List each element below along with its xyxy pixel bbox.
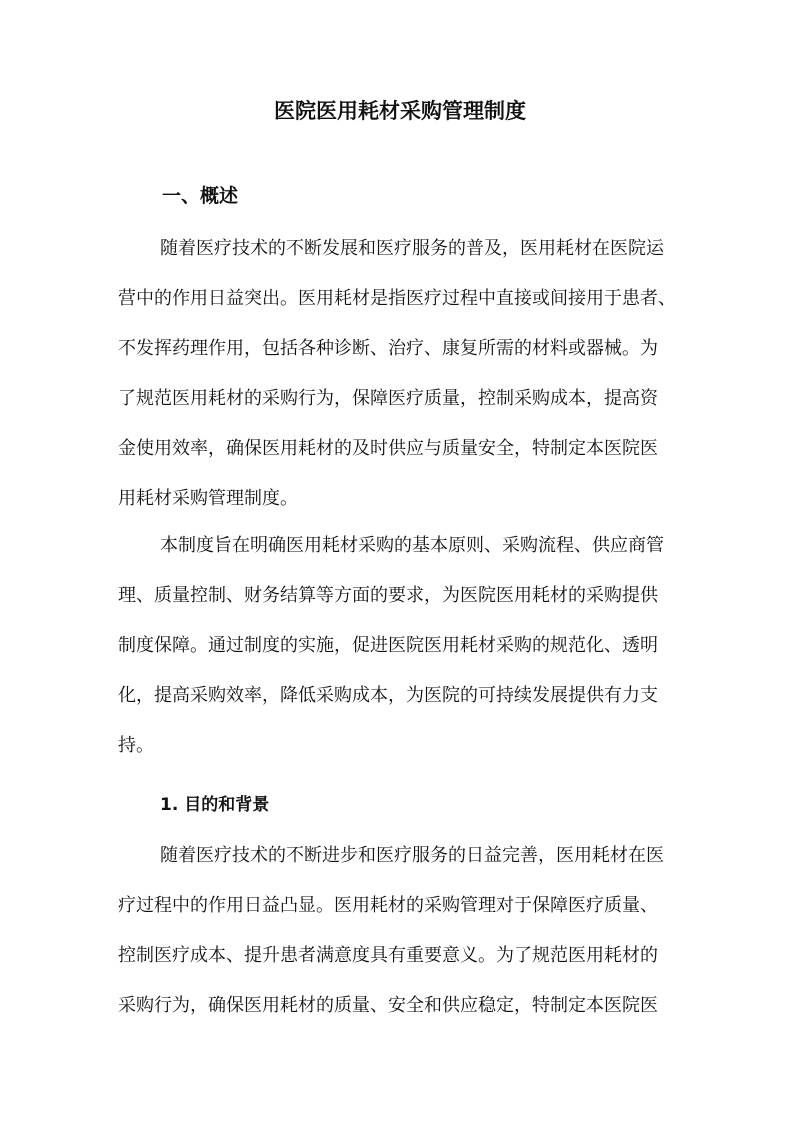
section-heading-purpose: 1. 目的和背景 — [160, 795, 270, 815]
paragraph-line: 采购行为，确保医用耗材的质量、安全和供应稳定，特制定本医院医 — [118, 995, 658, 1016]
paragraph-line: 了规范医用耗材的采购行为，保障医疗质量，控制采购成本，提高资 — [118, 388, 658, 409]
document-title: 医院医用耗材采购管理制度 — [274, 99, 526, 123]
section-heading-overview: 一、概述 — [162, 185, 239, 207]
paragraph-line: 随着医疗技术的不断发展和医疗服务的普及，医用耗材在医院运 — [160, 238, 664, 259]
paragraph-line: 理、质量控制、财务结算等方面的要求，为医院医用耗材的采购提供 — [118, 585, 658, 606]
paragraph-line: 随着医疗技术的不断进步和医疗服务的日益完善，医用耗材在医 — [160, 845, 664, 866]
paragraph-line: 疗过程中的作用日益凸显。医用耗材的采购管理对于保障医疗质量、 — [118, 895, 658, 916]
paragraph-line: 控制医疗成本、提升患者满意度具有重要意义。为了规范医用耗材的 — [118, 945, 658, 966]
paragraph-line: 制度保障。通过制度的实施，促进医院医用耗材采购的规范化、透明 — [118, 635, 658, 656]
paragraph-line: 不发挥药理作用，包括各种诊断、治疗、康复所需的材料或器械。为 — [118, 338, 658, 359]
paragraph-line: 营中的作用日益突出。医用耗材是指医疗过程中直接或间接用于患者、 — [118, 288, 676, 309]
paragraph-line: 化，提高采购效率，降低采购成本，为医院的可持续发展提供有力支 — [118, 685, 658, 706]
paragraph-line: 用耗材采购管理制度。 — [118, 488, 298, 509]
paragraph-line: 本制度旨在明确医用耗材采购的基本原则、采购流程、供应商管 — [160, 535, 664, 556]
paragraph-line: 金使用效率，确保医用耗材的及时供应与质量安全，特制定本医院医 — [118, 438, 658, 459]
paragraph-line: 持。 — [118, 735, 154, 756]
